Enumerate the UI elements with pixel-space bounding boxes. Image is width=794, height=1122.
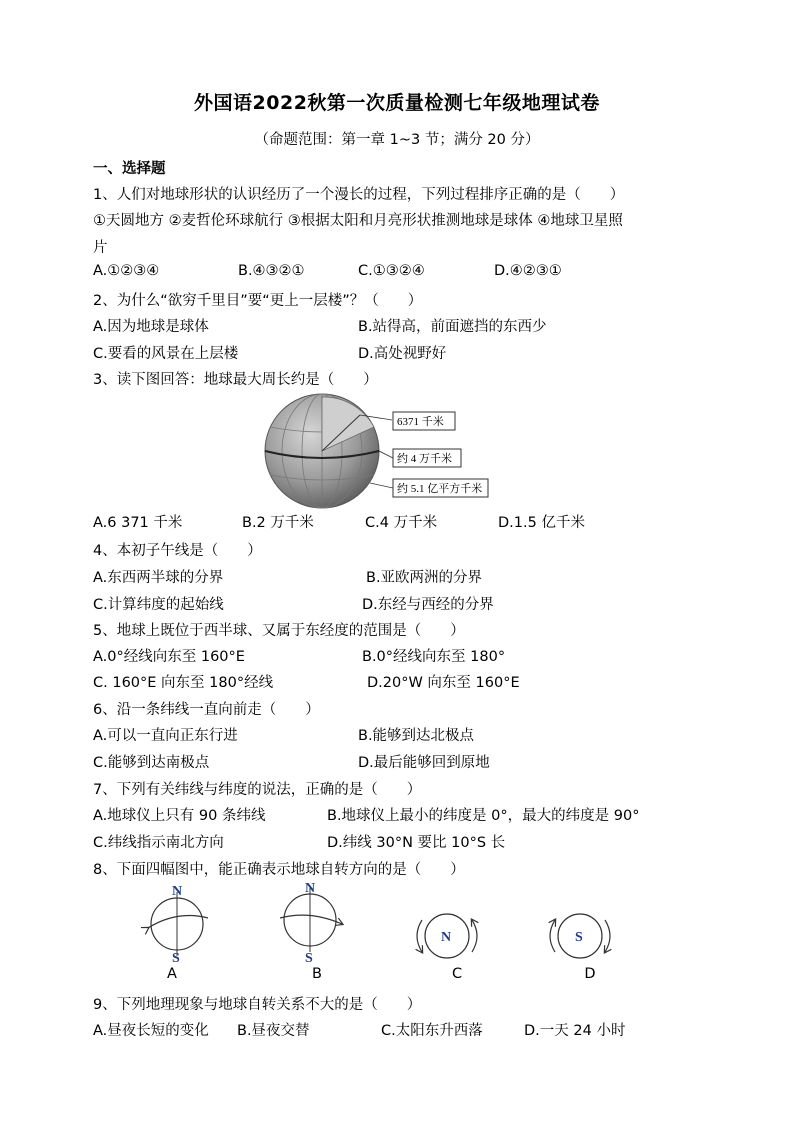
- question-5-stem: 5、地球上既位于西半球、又属于东经度的范围是（ ）: [93, 623, 465, 639]
- question-2-option-c: C.要看的风景在上层楼: [93, 346, 239, 362]
- question-1-items-cont: 片: [93, 240, 108, 256]
- question-7-option-d: D.纬线 30°N 要比 10°S 长: [327, 835, 506, 851]
- question-9-option-b: B.昼夜交替: [237, 1023, 310, 1039]
- diagram-c-letter: C: [451, 966, 463, 982]
- question-3-option-b: B.2 万千米: [242, 515, 314, 531]
- question-6-option-b: B.能够到达北极点: [358, 728, 475, 744]
- question-1-stem: 1、人们对地球形状的认识经历了一个漫长的过程，下列过程排序正确的是（ ）: [93, 187, 625, 203]
- radius-label: 6371 千米: [397, 416, 444, 428]
- question-4-option-a: A.东西两半球的分界: [93, 570, 224, 586]
- question-7-stem: 7、下列有关纬线与纬度的说法，正确的是（ ）: [93, 782, 422, 798]
- rotation-diagrams: [130, 880, 620, 965]
- page-subtitle: （命题范围：第一章 1~3 节；满分 20 分）: [254, 132, 540, 148]
- diagram-a-letter: A: [167, 966, 177, 982]
- question-5-option-b: B.0°经线向东至 180°: [362, 649, 506, 665]
- page-title: 外国语2022秋第一次质量检测七年级地理试卷: [194, 92, 600, 114]
- diagram-b-letter: B: [312, 966, 322, 982]
- question-1-option-b: B.④③②①: [238, 263, 305, 279]
- diagram-b-north: N: [305, 881, 316, 896]
- diagram-c-pole: N: [441, 930, 452, 945]
- question-2-stem: 2、为什么“欲穷千里目”要“更上一层楼”？（ ）: [93, 293, 423, 309]
- diagram-d-letter: D: [584, 966, 596, 982]
- equator-length-label: 约 4 万千米: [397, 453, 452, 465]
- diagram-d: [550, 914, 610, 958]
- question-5-option-d: D.20°W 向东至 160°E: [367, 675, 520, 691]
- question-1-items: ①天圆地方 ②麦哲伦环球航行 ③根据太阳和月亮形状推测地球是球体 ④地球卫星照: [93, 213, 623, 229]
- question-9-stem: 9、下列地理现象与地球自转关系不大的是（ ）: [93, 997, 422, 1013]
- question-6-stem: 6、沿一条纬线一直向前走（ ）: [93, 702, 320, 718]
- question-4-option-d: D.东经与西经的分界: [362, 597, 494, 613]
- surface-area-label: 约 5.1 亿平方千米: [397, 483, 483, 495]
- earth-globe-figure: [262, 393, 502, 511]
- diagram-c: [417, 914, 477, 958]
- question-4-option-c: C.计算纬度的起始线: [93, 597, 224, 613]
- question-1-option-c: C.①③②④: [358, 263, 425, 279]
- question-5-option-c: C. 160°E 向东至 180°经线: [93, 675, 274, 691]
- question-5-option-a: A.0°经线向东至 160°E: [93, 649, 245, 665]
- question-4-option-b: B.亚欧两洲的分界: [366, 570, 483, 586]
- question-6-option-d: D.最后能够回到原地: [358, 755, 490, 771]
- question-2-option-b: B.站得高，前面遮挡的东西少: [358, 319, 547, 335]
- diagram-a-south: S: [172, 951, 180, 965]
- diagram-d-pole: S: [575, 930, 583, 945]
- question-9-option-d: D.一天 24 小时: [524, 1023, 626, 1039]
- question-4-stem: 4、本初子午线是（ ）: [93, 543, 262, 559]
- question-9-option-c: C.太阳东升西落: [381, 1023, 483, 1039]
- question-9-option-a: A.昼夜长短的变化: [93, 1023, 209, 1039]
- question-3-option-d: D.1.5 亿千米: [498, 515, 585, 531]
- question-7-option-a: A.地球仪上只有 90 条纬线: [93, 808, 266, 824]
- question-2-option-a: A.因为地球是球体: [93, 319, 209, 335]
- question-7-option-b: B.地球仪上最小的纬度是 0°，最大的纬度是 90°: [327, 808, 640, 824]
- diagram-a-north: N: [172, 884, 183, 899]
- question-1-option-a: A.①②③④: [93, 263, 160, 279]
- diagram-b: [280, 881, 342, 965]
- section-heading: 一、选择题: [93, 161, 166, 177]
- question-6-option-c: C.能够到达南极点: [93, 755, 210, 771]
- question-3-option-a: A.6 371 千米: [93, 515, 183, 531]
- question-3-option-c: C.4 万千米: [365, 515, 438, 531]
- question-1-option-d: D.④②③①: [494, 263, 562, 279]
- question-7-option-c: C.纬线指示南北方向: [93, 835, 224, 851]
- question-3-stem: 3、读下图回答：地球最大周长约是（ ）: [93, 372, 378, 388]
- question-8-stem: 8、下面四幅图中，能正确表示地球自转方向的是（ ）: [93, 862, 465, 878]
- question-6-option-a: A.可以一直向正东行进: [93, 728, 238, 744]
- diagram-a: [148, 884, 208, 965]
- question-2-option-d: D.高处视野好: [358, 346, 447, 362]
- diagram-b-south: S: [305, 951, 313, 965]
